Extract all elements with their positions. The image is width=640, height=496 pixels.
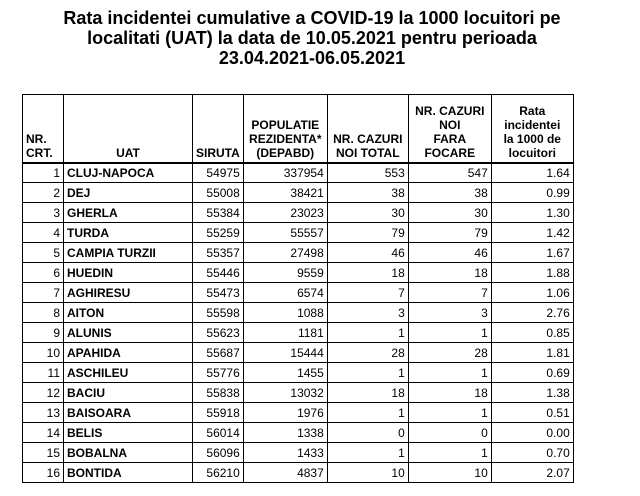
cell-siruta: 55384 — [193, 203, 244, 223]
cell-cazuri-fara-focare: 38 — [408, 183, 491, 203]
cell-siruta: 56096 — [193, 443, 244, 463]
table-row — [23, 443, 574, 463]
cell-cazuri-total: 18 — [327, 263, 408, 283]
cell-cazuri-total: 1 — [327, 363, 408, 383]
cell-populatie: 4837 — [243, 463, 327, 483]
table-row — [23, 163, 574, 183]
table-row — [23, 383, 574, 403]
table-row — [23, 403, 574, 423]
cell-populatie: 1088 — [243, 303, 327, 323]
cell-cazuri-fara-focare: 10 — [408, 463, 491, 483]
cell-rata: 0.00 — [491, 423, 573, 443]
cell-cazuri-total: 7 — [327, 283, 408, 303]
cell-siruta: 55776 — [193, 363, 244, 383]
cell-nr: 1 — [23, 163, 64, 183]
cell-cazuri-total: 1 — [327, 323, 408, 343]
table-row — [23, 183, 574, 203]
cell-nr: 6 — [23, 263, 64, 283]
cell-rata: 1.42 — [491, 223, 573, 243]
cell-siruta: 54975 — [193, 163, 244, 183]
table-row — [23, 243, 574, 263]
cell-cazuri-fara-focare: 1 — [408, 363, 491, 383]
header-nr-crt: NR. CRT. — [23, 95, 64, 163]
cell-siruta: 55357 — [193, 243, 244, 263]
cell-cazuri-total: 79 — [327, 223, 408, 243]
header-cazuri-total: NR. CAZURI NOI TOTAL — [327, 95, 408, 163]
cell-nr: 13 — [23, 403, 64, 423]
cell-nr: 2 — [23, 183, 64, 203]
cell-cazuri-total: 3 — [327, 303, 408, 323]
cell-siruta: 55008 — [193, 183, 244, 203]
cell-populatie: 13032 — [243, 383, 327, 403]
table-row — [23, 343, 574, 363]
cell-populatie: 1455 — [243, 363, 327, 383]
cell-nr: 15 — [23, 443, 64, 463]
cell-uat: CLUJ-NAPOCA — [64, 163, 193, 183]
cell-rata: 1.88 — [491, 263, 573, 283]
cell-cazuri-total: 30 — [327, 203, 408, 223]
cell-cazuri-fara-focare: 46 — [408, 243, 491, 263]
table-row — [23, 303, 574, 323]
cell-uat: ASCHILEU — [64, 363, 193, 383]
cell-uat: BELIS — [64, 423, 193, 443]
cell-cazuri-total: 1 — [327, 443, 408, 463]
cell-populatie: 337954 — [243, 163, 327, 183]
cell-siruta: 55259 — [193, 223, 244, 243]
cell-cazuri-fara-focare: 547 — [408, 163, 491, 183]
cell-nr: 5 — [23, 243, 64, 263]
table-row — [23, 463, 574, 483]
cell-rata: 1.64 — [491, 163, 573, 183]
cell-nr: 10 — [23, 343, 64, 363]
cell-rata: 1.06 — [491, 283, 573, 303]
cell-populatie: 27498 — [243, 243, 327, 263]
cell-populatie: 23023 — [243, 203, 327, 223]
cell-cazuri-fara-focare: 7 — [408, 283, 491, 303]
cell-populatie: 1976 — [243, 403, 327, 423]
cell-rata: 1.38 — [491, 383, 573, 403]
cell-nr: 11 — [23, 363, 64, 383]
table-row — [23, 223, 574, 243]
header-rata-incidentei: Rata incidentei la 1000 de locuitori — [491, 95, 573, 163]
cell-populatie: 1338 — [243, 423, 327, 443]
cell-siruta: 55918 — [193, 403, 244, 423]
cell-cazuri-fara-focare: 3 — [408, 303, 491, 323]
cell-cazuri-fara-focare: 79 — [408, 223, 491, 243]
cell-cazuri-total: 38 — [327, 183, 408, 203]
cell-rata: 1.30 — [491, 203, 573, 223]
table-row — [23, 263, 574, 283]
cell-rata: 2.76 — [491, 303, 573, 323]
cell-cazuri-fara-focare: 0 — [408, 423, 491, 443]
cell-rata: 2.07 — [491, 463, 573, 483]
cell-populatie: 9559 — [243, 263, 327, 283]
cell-nr: 3 — [23, 203, 64, 223]
cell-populatie: 6574 — [243, 283, 327, 303]
header-uat: UAT — [64, 95, 193, 163]
title-line-2: localitati (UAT) la data de 10.05.2021 pentru perioada — [87, 28, 537, 48]
header-cazuri-fara-focare: NR. CAZURI NOI FARA FOCARE — [408, 95, 491, 163]
cell-populatie: 38421 — [243, 183, 327, 203]
cell-siruta: 55598 — [193, 303, 244, 323]
cell-siruta: 55687 — [193, 343, 244, 363]
table-row — [23, 423, 574, 443]
cell-siruta: 55623 — [193, 323, 244, 343]
cell-uat: TURDA — [64, 223, 193, 243]
cell-cazuri-fara-focare: 1 — [408, 443, 491, 463]
cell-cazuri-fara-focare: 28 — [408, 343, 491, 363]
document-title — [0, 8, 624, 68]
cell-uat: BONTIDA — [64, 463, 193, 483]
cell-nr: 12 — [23, 383, 64, 403]
cell-cazuri-total: 18 — [327, 383, 408, 403]
table-row — [23, 203, 574, 223]
cell-siruta: 56210 — [193, 463, 244, 483]
cell-cazuri-total: 1 — [327, 403, 408, 423]
cell-uat: BAISOARA — [64, 403, 193, 423]
cell-nr: 7 — [23, 283, 64, 303]
cell-uat: AITON — [64, 303, 193, 323]
cell-cazuri-total: 10 — [327, 463, 408, 483]
cell-populatie: 1181 — [243, 323, 327, 343]
cell-uat: HUEDIN — [64, 263, 193, 283]
cell-siruta: 55446 — [193, 263, 244, 283]
cell-populatie: 1433 — [243, 443, 327, 463]
cell-uat: CAMPIA TURZII — [64, 243, 193, 263]
cell-uat: AGHIRESU — [64, 283, 193, 303]
cell-cazuri-fara-focare: 18 — [408, 383, 491, 403]
cell-cazuri-fara-focare: 1 — [408, 403, 491, 423]
cell-rata: 0.70 — [491, 443, 573, 463]
table-body — [23, 163, 574, 483]
cell-cazuri-total: 0 — [327, 423, 408, 443]
cell-nr: 14 — [23, 423, 64, 443]
table-row — [23, 283, 574, 303]
cell-rata: 0.51 — [491, 403, 573, 423]
cell-cazuri-fara-focare: 30 — [408, 203, 491, 223]
title-line-3: 23.04.2021-06.05.2021 — [218, 48, 406, 68]
cell-populatie: 15444 — [243, 343, 327, 363]
cell-cazuri-total: 28 — [327, 343, 408, 363]
title-line-1: Rata incidentei cumulative a COVID-19 la 1000 locuitori pe — [63, 8, 561, 28]
cell-nr: 8 — [23, 303, 64, 323]
table-header-row — [23, 95, 574, 163]
cell-uat: BACIU — [64, 383, 193, 403]
cell-uat: APAHIDA — [64, 343, 193, 363]
cell-cazuri-total: 46 — [327, 243, 408, 263]
header-populatie: POPULATIE REZIDENTA* (DEPABD) — [243, 95, 327, 163]
cell-cazuri-fara-focare: 18 — [408, 263, 491, 283]
cell-uat: ALUNIS — [64, 323, 193, 343]
cell-rata: 0.85 — [491, 323, 573, 343]
cell-siruta: 55473 — [193, 283, 244, 303]
cell-rata: 1.67 — [491, 243, 573, 263]
cell-populatie: 55557 — [243, 223, 327, 243]
cell-uat: DEJ — [64, 183, 193, 203]
header-siruta: SIRUTA — [193, 95, 244, 163]
table-row — [23, 323, 574, 343]
cell-rata: 1.81 — [491, 343, 573, 363]
cell-cazuri-fara-focare: 1 — [408, 323, 491, 343]
incidence-table — [22, 94, 574, 483]
cell-uat: BOBALNA — [64, 443, 193, 463]
cell-rata: 0.99 — [491, 183, 573, 203]
cell-nr: 9 — [23, 323, 64, 343]
cell-siruta: 56014 — [193, 423, 244, 443]
cell-rata: 0.69 — [491, 363, 573, 383]
cell-nr: 16 — [23, 463, 64, 483]
table-row — [23, 363, 574, 383]
cell-cazuri-total: 553 — [327, 163, 408, 183]
cell-siruta: 55838 — [193, 383, 244, 403]
cell-uat: GHERLA — [64, 203, 193, 223]
cell-nr: 4 — [23, 223, 64, 243]
